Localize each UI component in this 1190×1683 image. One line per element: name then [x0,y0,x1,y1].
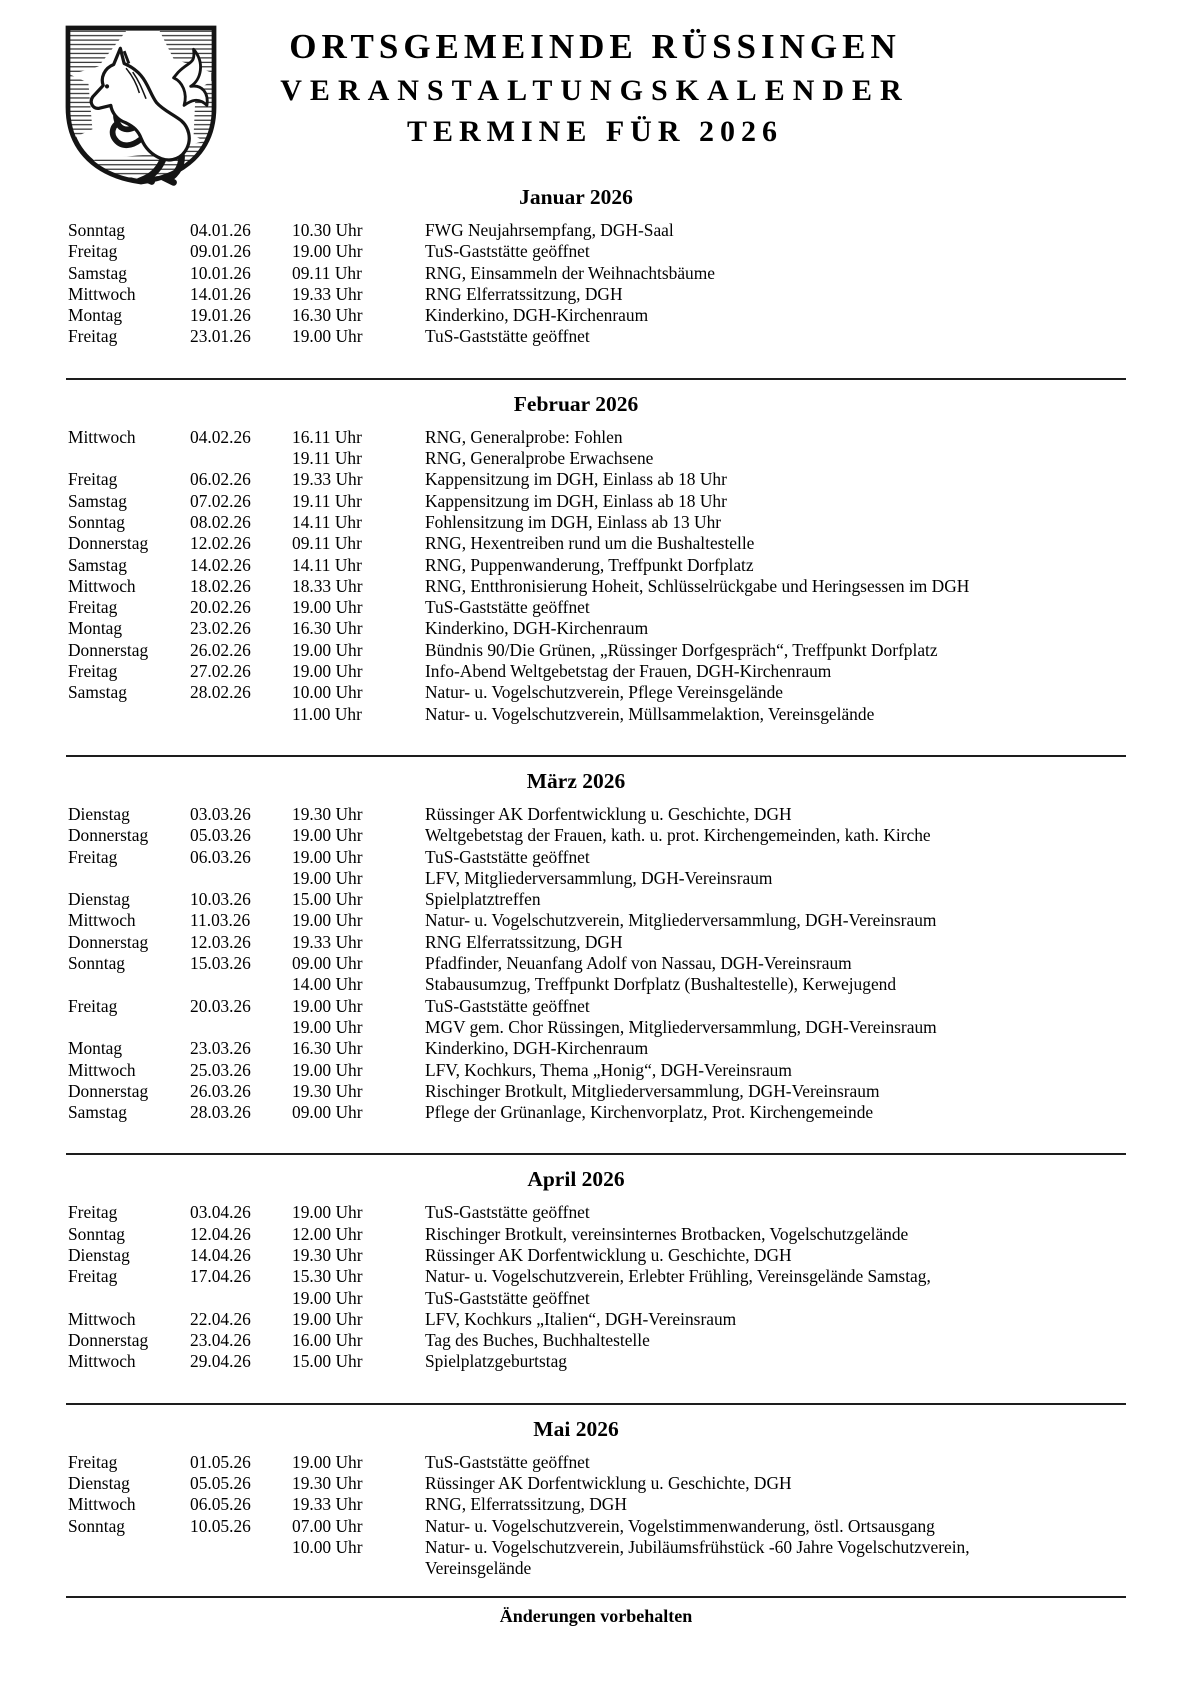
event-row [66,1494,1126,1515]
event-date: 07.02.26 [190,490,251,511]
event-description: RNG, Puppenwanderung, Treffpunkt Dorfplatz [425,554,754,575]
event-day: Dienstag [68,803,130,824]
event-day: Samstag [68,682,127,703]
event-row [66,263,1126,284]
event-row [66,640,1126,661]
event-date: 28.03.26 [190,1102,251,1123]
event-date: 04.01.26 [190,220,251,240]
event-time: 09.00 Uhr [292,1102,363,1123]
event-date: 17.04.26 [190,1266,251,1287]
event-description: Spielplatzgeburtstag [425,1351,567,1372]
event-time: 19.33 Uhr [292,469,363,490]
event-time: 19.00 Uhr [292,241,363,262]
event-date: 09.01.26 [190,241,251,262]
event-day: Samstag [68,490,127,511]
event-description: RNG, Elferratssitzung, DGH [425,1494,627,1515]
event-description: TuS-Gaststätte geöffnet [425,846,590,867]
event-date: 10.05.26 [190,1515,251,1536]
event-row [66,1038,1126,1059]
event-day: Freitag [68,1202,118,1223]
event-description: LFV, Mitgliederversammlung, DGH-Vereinsraum [425,867,773,888]
event-date: 05.05.26 [190,1473,251,1494]
event-day: Freitag [68,241,118,262]
event-time: 12.00 Uhr [292,1223,363,1244]
event-day: Sonntag [68,1223,126,1244]
event-row [66,1516,1126,1537]
event-description: TuS-Gaststätte geöffnet [425,1287,590,1308]
event-day: Donnerstag [68,639,149,660]
event-row [66,469,1126,490]
event-date: 26.02.26 [190,639,251,660]
event-date: 27.02.26 [190,661,251,682]
event-description: RNG, Einsammeln der Weihnachtsbäume [425,262,715,283]
event-time: 19.00 Uhr [292,326,363,347]
event-day: Sonntag [68,220,126,240]
event-row [66,1081,1126,1102]
event-day: Sonntag [68,1515,126,1536]
event-time: 19.00 Uhr [292,867,363,888]
event-row [66,597,1126,618]
event-description: Spielplatztreffen [425,889,541,910]
event-day: Mittwoch [68,910,136,931]
event-time: 15.00 Uhr [292,889,363,910]
event-calendar [66,152,1126,1580]
event-time: 19.00 Uhr [292,910,363,931]
event-date: 01.05.26 [190,1451,251,1472]
event-description: Tag des Buches, Buchhaltestelle [425,1330,650,1351]
event-time: 19.00 Uhr [292,846,363,867]
event-row [66,932,1126,953]
event-row [66,618,1126,639]
section-divider [66,1153,1126,1155]
event-time: 19.00 Uhr [292,825,363,846]
event-time: 16.30 Uhr [292,1038,363,1059]
event-time: 14.00 Uhr [292,974,363,995]
event-date: 18.02.26 [190,575,251,596]
event-row-continuation [66,1558,1126,1579]
event-row [66,555,1126,576]
event-time: 14.11 Uhr [292,511,362,532]
event-time: 16.00 Uhr [292,1330,363,1351]
month-section-title: März 2026 [526,768,626,793]
event-date: 10.01.26 [190,262,251,283]
event-date: 12.04.26 [190,1223,251,1244]
event-description: Rüssinger AK Dorfentwicklung u. Geschichte, DGH [425,1244,792,1265]
event-row [66,825,1126,846]
event-description: RNG Elferratssitzung, DGH [425,931,623,952]
event-day: Dienstag [68,1473,130,1494]
event-date: 06.02.26 [190,469,251,490]
event-day: Samstag [68,262,127,283]
event-description: LFV, Kochkurs „Italien“, DGH-Vereinsraum [425,1308,737,1329]
event-day: Mittwoch [68,1351,136,1372]
event-description: Kappensitzung im DGH, Einlass ab 18 Uhr [425,469,727,490]
event-time: 10.00 Uhr [292,682,363,703]
event-row [66,1202,1126,1223]
event-date: 20.03.26 [190,995,251,1016]
event-description: LFV, Kochkurs, Thema „Honig“, DGH-Vereinsraum [425,1059,792,1080]
event-description: Stabausumzug, Treffpunkt Dorfplatz (Bushaltestelle), Kerwejugend [425,974,897,995]
event-time: 11.00 Uhr [292,703,362,724]
event-time: 19.11 Uhr [292,490,362,511]
event-time: 19.30 Uhr [292,803,363,824]
event-description: Natur- u. Vogelschutzverein, Müllsammelaktion, Vereinsgelände [425,703,875,724]
event-description: Bündnis 90/Die Grünen, „Rüssinger Dorfgespräch“, Treffpunkt Dorfplatz [425,639,938,660]
event-date: 06.03.26 [190,846,251,867]
event-date: 22.04.26 [190,1308,251,1329]
event-day: Freitag [68,597,118,618]
event-description: Pflege der Grünanlage, Kirchenvorplatz, Prot. Kirchengemeinde [425,1102,874,1123]
section-divider [66,378,1126,380]
event-time: 16.30 Uhr [292,618,363,639]
event-date: 23.02.26 [190,618,251,639]
event-time: 15.00 Uhr [292,1351,363,1372]
event-day: Donnerstag [68,1330,149,1351]
event-row [66,326,1126,347]
section-divider [66,755,1126,757]
event-time: 19.00 Uhr [292,1016,363,1037]
event-description: RNG, Entthronisierung Hoheit, Schlüsselrückgabe und Heringsessen im DGH [425,575,970,596]
event-day: Freitag [68,1266,118,1287]
event-day: Montag [68,305,123,326]
event-day: Donnerstag [68,825,149,846]
month-section-title: Februar 2026 [513,391,639,416]
event-time: 19.30 Uhr [292,1473,363,1494]
event-day: Samstag [68,1102,127,1123]
event-day: Freitag [68,326,118,347]
event-row [66,1452,1126,1473]
event-description: MGV gem. Chor Rüssingen, Mitgliederversammlung, DGH-Vereinsraum [425,1016,937,1037]
event-description: TuS-Gaststätte geöffnet [425,1202,590,1223]
event-description: RNG Elferratssitzung, DGH [425,283,623,304]
event-day: Freitag [68,995,118,1016]
event-description: Natur- u. Vogelschutzverein, Mitgliederversammlung, DGH-Vereinsraum [425,910,937,931]
event-day: Dienstag [68,889,130,910]
event-time: 19.00 Uhr [292,1059,363,1080]
event-day: Samstag [68,554,127,575]
event-row [66,1537,1126,1558]
event-description: Natur- u. Vogelschutzverein, Erlebter Frühling, Vereinsgelände Samstag, [425,1266,931,1287]
event-description: Kinderkino, DGH-Kirchenraum [425,618,649,639]
event-date: 23.01.26 [190,326,251,347]
event-time: 16.30 Uhr [292,305,363,326]
event-day: Donnerstag [68,1080,149,1101]
event-date: 29.04.26 [190,1351,251,1372]
event-day: Freitag [68,469,118,490]
event-row [66,910,1126,931]
event-row [66,1102,1126,1123]
event-description: TuS-Gaststätte geöffnet [425,1451,590,1472]
event-date: 06.05.26 [190,1494,251,1515]
event-row [66,576,1126,597]
event-time: 19.33 Uhr [292,931,363,952]
month-section-title: Januar 2026 [519,185,633,209]
event-day: Mittwoch [68,426,136,447]
event-day: Montag [68,618,123,639]
event-date: 19.01.26 [190,305,251,326]
event-date: 23.03.26 [190,1038,251,1059]
event-description: Rischinger Brotkult, Mitgliederversammlung, DGH-Vereinsraum [425,1080,880,1101]
event-time: 19.33 Uhr [292,1494,363,1515]
event-row [66,682,1126,703]
event-description: Rischinger Brotkult, vereinsinternes Brotbacken, Vogelschutzgelände [425,1223,909,1244]
event-time: 19.30 Uhr [292,1244,363,1265]
event-day: Freitag [68,1451,118,1472]
event-time: 19.30 Uhr [292,1080,363,1101]
event-description: RNG, Generalprobe: Fohlen [425,426,623,447]
event-time: 19.00 Uhr [292,661,363,682]
event-row [66,1224,1126,1245]
event-description: TuS-Gaststätte geöffnet [425,241,590,262]
event-date: 12.02.26 [190,533,251,554]
coat-of-arms [60,20,222,190]
event-row [66,1060,1126,1081]
event-time: 19.00 Uhr [292,1287,363,1308]
event-date: 08.02.26 [190,511,251,532]
event-description: Kinderkino, DGH-Kirchenraum [425,305,649,326]
event-time: 14.11 Uhr [292,554,362,575]
event-row [66,1245,1126,1266]
document-footer [66,1596,1126,1630]
event-row [66,868,1126,889]
event-row [66,1330,1126,1351]
event-row [66,704,1126,725]
event-time: 09.00 Uhr [292,953,363,974]
footer-note: Änderungen vorbehalten [499,1605,693,1626]
event-description: Vereinsgelände [425,1558,532,1579]
event-day: Mittwoch [68,575,136,596]
event-row [66,804,1126,825]
event-description: Rüssinger AK Dorfentwicklung u. Geschichte, DGH [425,803,792,824]
event-date: 14.04.26 [190,1244,251,1265]
event-description: TuS-Gaststätte geöffnet [425,597,590,618]
event-date: 14.01.26 [190,283,251,304]
event-row [66,974,1126,995]
event-time: 07.00 Uhr [292,1515,363,1536]
event-date: 05.03.26 [190,825,251,846]
document-header [0,0,1190,152]
event-day: Sonntag [68,953,126,974]
event-row [66,1351,1126,1372]
event-row [66,1266,1126,1287]
event-time: 19.00 Uhr [292,1451,363,1472]
event-time: 10.30 Uhr [292,220,363,240]
event-row [66,448,1126,469]
event-row [66,661,1126,682]
month-section-title: April 2026 [527,1167,625,1192]
event-row [66,847,1126,868]
event-row [66,1288,1126,1309]
event-description: RNG, Generalprobe Erwachsene [425,448,654,469]
page-subtitle: VERANSTALTUNGSKALENDER [280,74,910,107]
event-row [66,491,1126,512]
event-row [66,1309,1126,1330]
event-description: Fohlensitzung im DGH, Einlass ab 13 Uhr [425,511,722,532]
event-day: Sonntag [68,511,126,532]
event-description: RNG, Hexentreiben rund um die Bushaltestelle [425,533,755,554]
event-time: 19.00 Uhr [292,995,363,1016]
event-description: Natur- u. Vogelschutzverein, Jubiläumsfrühstück -60 Jahre Vogelschutzverein, [425,1536,970,1557]
event-description: Info-Abend Weltgebetstag der Frauen, DGH-Kirchenraum [425,661,832,682]
event-description: FWG Neujahrsempfang, DGH-Saal [425,220,674,240]
event-time: 19.00 Uhr [292,1308,363,1329]
event-description: Rüssinger AK Dorfentwicklung u. Geschichte, DGH [425,1473,792,1494]
event-description: Kappensitzung im DGH, Einlass ab 18 Uhr [425,490,727,511]
event-row [66,284,1126,305]
event-row [66,427,1126,448]
event-row [66,241,1126,262]
event-day: Donnerstag [68,533,149,554]
event-date: 28.02.26 [190,682,251,703]
event-time: 09.11 Uhr [292,262,362,283]
event-description: TuS-Gaststätte geöffnet [425,326,590,347]
footer-divider [66,1596,1126,1598]
event-description: Pfadfinder, Neuanfang Adolf von Nassau, DGH-Vereinsraum [425,953,852,974]
event-time: 15.30 Uhr [292,1266,363,1287]
event-time: 19.00 Uhr [292,639,363,660]
month-section-title: Mai 2026 [533,1416,619,1441]
event-time: 19.33 Uhr [292,283,363,304]
page-title: ORTSGEMEINDE RÜSSINGEN [289,27,901,66]
event-row [66,1017,1126,1038]
event-date: 14.02.26 [190,554,251,575]
event-date: 15.03.26 [190,953,251,974]
event-time: 18.33 Uhr [292,575,363,596]
event-time: 10.00 Uhr [292,1536,363,1557]
event-row [66,889,1126,910]
event-day: Mittwoch [68,1059,136,1080]
event-row [66,512,1126,533]
event-time: 19.00 Uhr [292,1202,363,1223]
event-time: 09.11 Uhr [292,533,362,554]
event-date: 26.03.26 [190,1080,251,1101]
event-row [66,996,1126,1017]
event-day: Mittwoch [68,283,136,304]
event-day: Freitag [68,661,118,682]
event-description: Kinderkino, DGH-Kirchenraum [425,1038,649,1059]
event-day: Mittwoch [68,1494,136,1515]
event-day: Dienstag [68,1244,130,1265]
event-date: 10.03.26 [190,889,251,910]
event-day: Donnerstag [68,931,149,952]
page-subtitle-year: TERMINE FÜR 2026 [406,115,783,148]
event-date: 20.02.26 [190,597,251,618]
event-date: 04.02.26 [190,426,251,447]
event-date: 12.03.26 [190,931,251,952]
event-description: Natur- u. Vogelschutzverein, Vogelstimmenwanderung, östl. Ortsausgang [425,1515,935,1536]
event-description: Weltgebetstag der Frauen, kath. u. prot. Kirchengemeinden, kath. Kirche [425,825,931,846]
event-date: 11.03.26 [190,910,251,931]
event-description: TuS-Gaststätte geöffnet [425,995,590,1016]
event-row [66,220,1126,241]
event-day: Freitag [68,846,118,867]
event-date: 03.04.26 [190,1202,251,1223]
event-day: Montag [68,1038,123,1059]
event-day: Mittwoch [68,1308,136,1329]
event-row [66,533,1126,554]
event-row [66,305,1126,326]
event-row [66,1473,1126,1494]
event-description: Natur- u. Vogelschutzverein, Pflege Vereinsgelände [425,682,783,703]
event-date: 25.03.26 [190,1059,251,1080]
event-date: 23.04.26 [190,1330,251,1351]
event-time: 19.00 Uhr [292,597,363,618]
rearing-horse-crest-icon [60,20,222,190]
event-date: 03.03.26 [190,803,251,824]
event-time: 16.11 Uhr [292,426,362,447]
event-time: 19.11 Uhr [292,448,362,469]
section-divider [66,1403,1126,1405]
event-row [66,953,1126,974]
